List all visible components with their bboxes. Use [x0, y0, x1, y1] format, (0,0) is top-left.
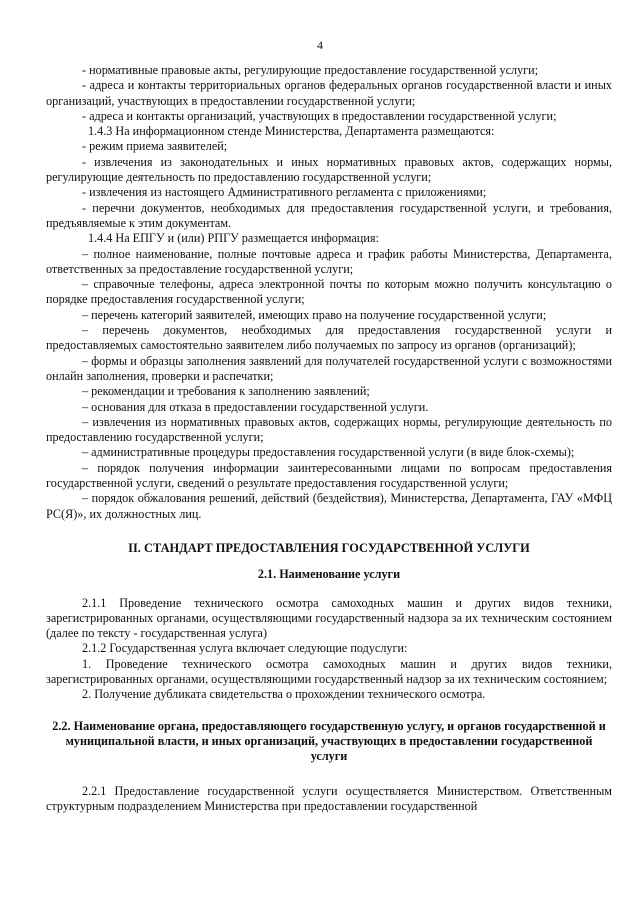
- document-body: [46, 63, 612, 814]
- paragraph: 1.4.4 На ЕПГУ и (или) РПГУ размещается информация:: [88, 231, 379, 246]
- paragraph: - извлечения из настоящего Административного регламента с приложениями;: [82, 185, 487, 200]
- paragraph: - извлечения из законодательных и иных нормативных правовых актов, содержащих нормы, регулирующие деятельность по предоставлению государственной услуги;: [46, 154, 612, 185]
- section-title: 2.2. Наименование органа, предоставляющего государственную услугу, и органов государственной и муниципальной власти, и иных организаций, участвующих в предоставлении государственной услуги: [52, 718, 606, 763]
- paragraph: 1.4.3 На информационном стенде Министерства, Департамента размещаются:: [88, 124, 495, 139]
- paragraph: 2.2.1 Предоставление государственной услуги осуществляется Министерством. Ответственным структурным подразделением Министерства при предоставлении государственной: [46, 783, 612, 813]
- paragraph: – формы и образцы заполнения заявлений для получателей государственной услуги с возможностями онлайн заполнения, проверки и распечатки;: [46, 353, 612, 383]
- paragraph: - режим приема заявителей;: [82, 139, 228, 154]
- paragraph: – перечень документов, необходимых для предоставления государственной услуги и предоставляемых самостоятельно заявителем либо получаемых по запросу из органов (организаций);: [46, 323, 612, 353]
- paragraph: 1. Проведение технического осмотра самоходных машин и других видов техники, зарегистрированных органами, осуществляющими государственный надзор за их техническим состоянием;: [46, 656, 612, 686]
- paragraph: - перечни документов, необходимых для предоставления государственной услуги, и требования, предъявляемые к этим документам.: [46, 200, 612, 230]
- paragraph: – перечень категорий заявителей, имеющих право на получение государственной услуги;: [82, 307, 547, 322]
- chapter-title: II. СТАНДАРТ ПРЕДОСТАВЛЕНИЯ ГОСУДАРСТВЕННОЙ УСЛУГИ: [128, 540, 530, 555]
- paragraph: – полное наименование, полные почтовые адреса и график работы Министерства, Департамента, ответственных за предоставление государственной услуги;: [46, 246, 612, 276]
- paragraph: – рекомендации и требования к заполнению заявлений;: [82, 384, 370, 399]
- paragraph: - адреса и контакты территориальных органов федеральных органов государственной власти и иных организаций, участвующих в предоставлении государственной услуги;: [46, 78, 612, 108]
- paragraph: – извлечения из нормативных правовых актов, содержащих нормы, регулирующие деятельность по предоставлению государственной услуги;: [46, 414, 612, 445]
- paragraph: 2.1.2 Государственная услуга включает следующие подуслуги:: [82, 641, 408, 656]
- paragraph: - нормативные правовые акты, регулирующие предоставление государственной услуги;: [82, 63, 539, 77]
- page-number: 4: [317, 38, 323, 52]
- paragraph: – порядок получения информации заинтересованными лицами по вопросам предоставления государственной услуги, сведений о результате предоставления государственной услуги;: [46, 460, 612, 491]
- paragraph: – порядок обжалования решений, действий (бездействия), Министерства, Департамента, ГАУ «МФЦ РС(Я)», их должностных лиц.: [46, 491, 612, 521]
- paragraph: – основания для отказа в предоставлении государственной услуги.: [82, 399, 429, 414]
- paragraph: 2. Получение дубликата свидетельства о прохождении технического осмотра.: [82, 687, 486, 702]
- section-title: 2.1. Наименование услуги: [257, 567, 401, 582]
- paragraph: – административные процедуры предоставления государственной услуги (в виде блок-схемы);: [82, 445, 575, 460]
- paragraph: - адреса и контакты организаций, участвующих в предоставлении государственной услуги;: [82, 108, 557, 123]
- paragraph: 2.1.1 Проведение технического осмотра самоходных машин и других видов техники, зарегистрированных органами, осуществляющими государственный надзора за их техническим состоянием (далее по тексту - государственная услуга): [46, 595, 612, 641]
- paragraph: – справочные телефоны, адреса электронной почты по которым можно получить консультацию о порядке предоставления государственной услуги;: [46, 277, 612, 307]
